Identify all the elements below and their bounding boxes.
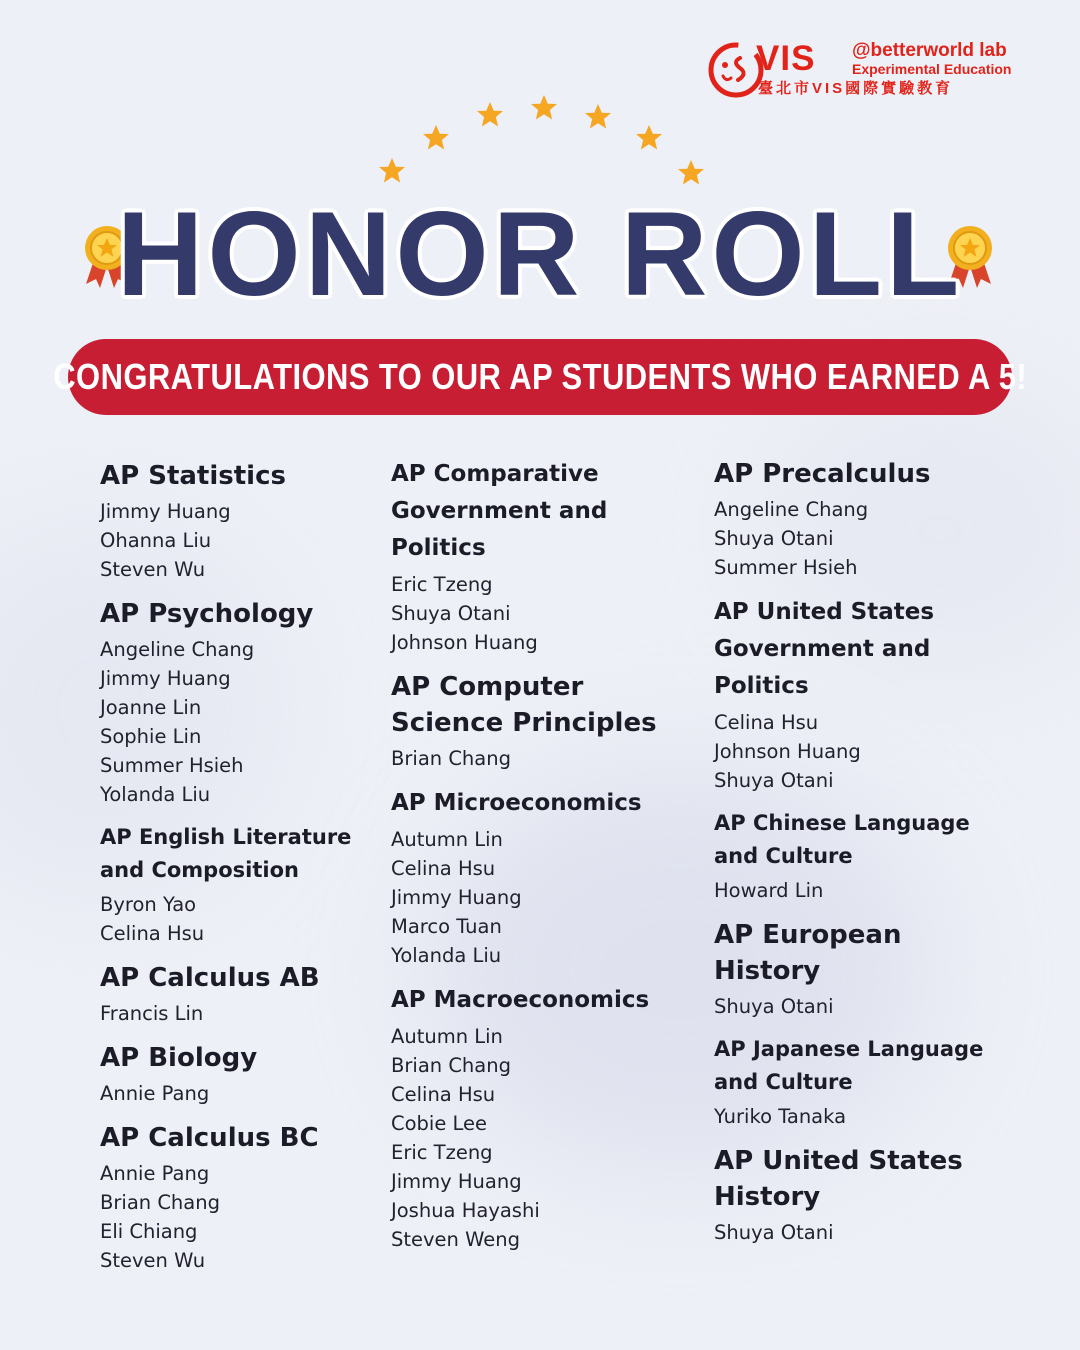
student-name: Sophie Lin <box>100 725 202 748</box>
student-name: Jimmy Huang <box>391 1170 522 1193</box>
page-title: HONOR ROLL <box>116 187 964 321</box>
course-title: AP Microeconomics <box>391 790 642 816</box>
course-block <box>100 1040 380 1108</box>
star-icon <box>636 125 662 150</box>
course-block <box>100 596 380 809</box>
star-icon <box>477 102 503 127</box>
student-name: Shuya Otani <box>714 527 834 550</box>
student-name: Brian Chang <box>391 1054 511 1077</box>
logo-subtitle: Experimental Education <box>852 61 1012 77</box>
course-title: AP European History <box>714 920 902 986</box>
star-icon <box>585 104 611 129</box>
student-name: Johnson Huang <box>714 740 861 763</box>
course-title: AP Comparative Government and Politics <box>391 461 608 561</box>
student-name: Ohanna Liu <box>100 529 212 552</box>
student-name: Jimmy Huang <box>100 667 231 690</box>
student-name: Angeline Chang <box>100 638 255 661</box>
course-block <box>100 821 380 948</box>
star-icon <box>379 158 405 183</box>
student-name: Brian Chang <box>391 747 511 770</box>
course-title: AP Computer Science Principles <box>391 672 657 738</box>
student-name: Jimmy Huang <box>391 886 522 909</box>
student-name: Celina Hsu <box>391 1083 496 1106</box>
honor-column-3 <box>714 456 1014 1259</box>
course-block <box>391 669 691 773</box>
course-block <box>100 960 380 1028</box>
student-name: Shuya Otani <box>714 995 834 1018</box>
honor-column-2 <box>391 456 691 1266</box>
course-block <box>714 917 1014 1021</box>
course-title: AP Precalculus <box>714 459 931 489</box>
course-title: AP Chinese Language and Culture <box>714 811 970 868</box>
course-title: AP Macroeconomics <box>391 987 650 1013</box>
banner-text: CONGRATULATIONS TO OUR AP STUDENTS WHO EARNED A 5! <box>53 356 1027 397</box>
student-name: Angeline Chang <box>714 498 869 521</box>
student-name: Yolanda Liu <box>391 944 502 967</box>
course-block <box>714 456 1014 582</box>
student-name: Autumn Lin <box>391 1025 503 1048</box>
course-title: AP United States History <box>714 1146 963 1212</box>
student-name: Summer Hsieh <box>714 556 858 579</box>
course-title: AP Calculus BC <box>100 1123 319 1153</box>
student-name: Celina Hsu <box>714 711 819 734</box>
logo-tagline: @betterworld lab <box>852 40 1007 61</box>
student-name: Celina Hsu <box>391 857 496 880</box>
course-title: AP United States Government and Politics <box>714 599 935 699</box>
student-name: Joanne Lin <box>100 696 202 719</box>
student-name: Steven Wu <box>100 1249 206 1272</box>
course-title: AP Calculus AB <box>100 963 320 993</box>
course-block <box>714 594 1014 795</box>
student-name: Yolanda Liu <box>100 783 211 806</box>
course-block <box>714 807 1014 905</box>
student-name: Johnson Huang <box>391 631 538 654</box>
star-icon <box>531 95 557 120</box>
course-title: AP Statistics <box>100 461 286 491</box>
student-name: Celina Hsu <box>100 922 205 945</box>
logo-mark: VIS <box>756 39 816 78</box>
course-block <box>100 1120 380 1275</box>
student-name: Brian Chang <box>100 1191 220 1214</box>
student-name: Shuya Otani <box>714 769 834 792</box>
student-name: Howard Lin <box>714 879 824 902</box>
stars-arc <box>0 0 1080 200</box>
student-name: Shuya Otani <box>714 1221 834 1244</box>
student-name: Autumn Lin <box>391 828 503 851</box>
student-name: Byron Yao <box>100 893 197 916</box>
student-name: Cobie Lee <box>391 1112 488 1135</box>
logo-chinese-name: 臺北市VIS國際實驗教育 <box>758 80 954 97</box>
student-name: Annie Pang <box>100 1162 210 1185</box>
student-name: Marco Tuan <box>391 915 502 938</box>
student-name: Eli Chiang <box>100 1220 198 1243</box>
star-icon <box>423 125 449 150</box>
star-icon <box>678 160 704 185</box>
course-block <box>100 458 380 584</box>
course-title: AP English Literature and Composition <box>100 825 352 882</box>
course-block <box>391 982 691 1254</box>
student-name: Summer Hsieh <box>100 754 244 777</box>
course-block <box>391 785 691 970</box>
course-block <box>714 1033 1014 1131</box>
course-block <box>714 1143 1014 1247</box>
course-title: AP Biology <box>100 1043 258 1073</box>
honor-column-1 <box>100 458 380 1287</box>
course-title: AP Psychology <box>100 599 314 629</box>
student-name: Francis Lin <box>100 1002 204 1025</box>
course-block <box>391 456 691 657</box>
student-name: Joshua Hayashi <box>391 1199 540 1222</box>
student-name: Steven Wu <box>100 558 206 581</box>
student-name: Jimmy Huang <box>100 500 231 523</box>
congratulations-banner <box>53 339 1027 415</box>
student-name: Shuya Otani <box>391 602 511 625</box>
student-name: Annie Pang <box>100 1082 210 1105</box>
course-title: AP Japanese Language and Culture <box>714 1037 984 1094</box>
student-name: Steven Weng <box>391 1228 520 1251</box>
student-name: Yuriko Tanaka <box>714 1105 847 1128</box>
student-name: Eric Tzeng <box>391 1141 493 1164</box>
student-name: Eric Tzeng <box>391 573 493 596</box>
